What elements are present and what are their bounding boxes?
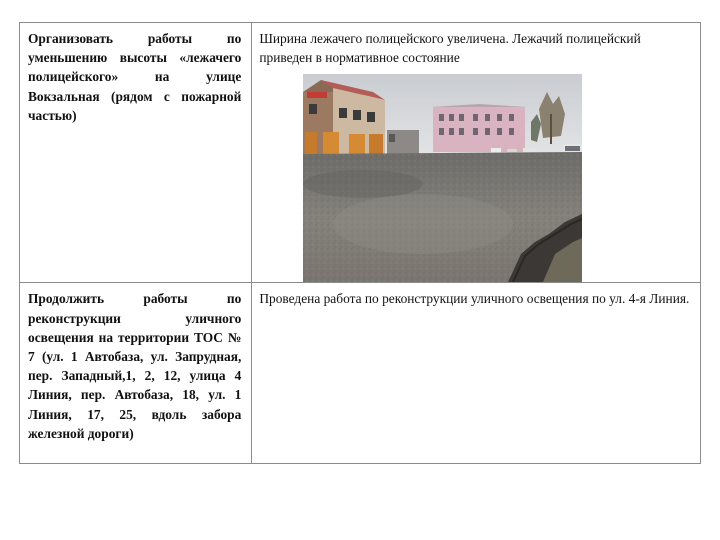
result-text: Проведена работа по реконструкции уличного освещения по ул. 4-я Линия. xyxy=(259,291,690,307)
result-cell xyxy=(252,283,701,464)
report-table xyxy=(19,22,701,464)
task-text: Организовать работы по уменьшению высоты «лежачего полицейского» на улице Вокзальная (рядом с пожарной частью) xyxy=(28,31,242,123)
task-cell xyxy=(20,283,252,464)
task-text: Продолжить работы по реконструкции уличного освещения на территории ТОС № 7 (ул. 1 Автобаза, ул. Запрудная, пер. Западный,1, 2, 12, улица 4 Линия, пер. Автобаза, 18, ул. 1 Линия, 17, 25, вдоль забора железной дороги) xyxy=(28,291,242,441)
result-cell xyxy=(252,23,701,283)
result-text: Ширина лежачего полицейского увеличена. Лежачий полицейский приведен в нормативное состояние xyxy=(259,31,641,66)
table-row xyxy=(20,23,701,283)
table-row xyxy=(20,283,701,464)
task-cell xyxy=(20,23,252,283)
street-photo xyxy=(303,74,582,282)
